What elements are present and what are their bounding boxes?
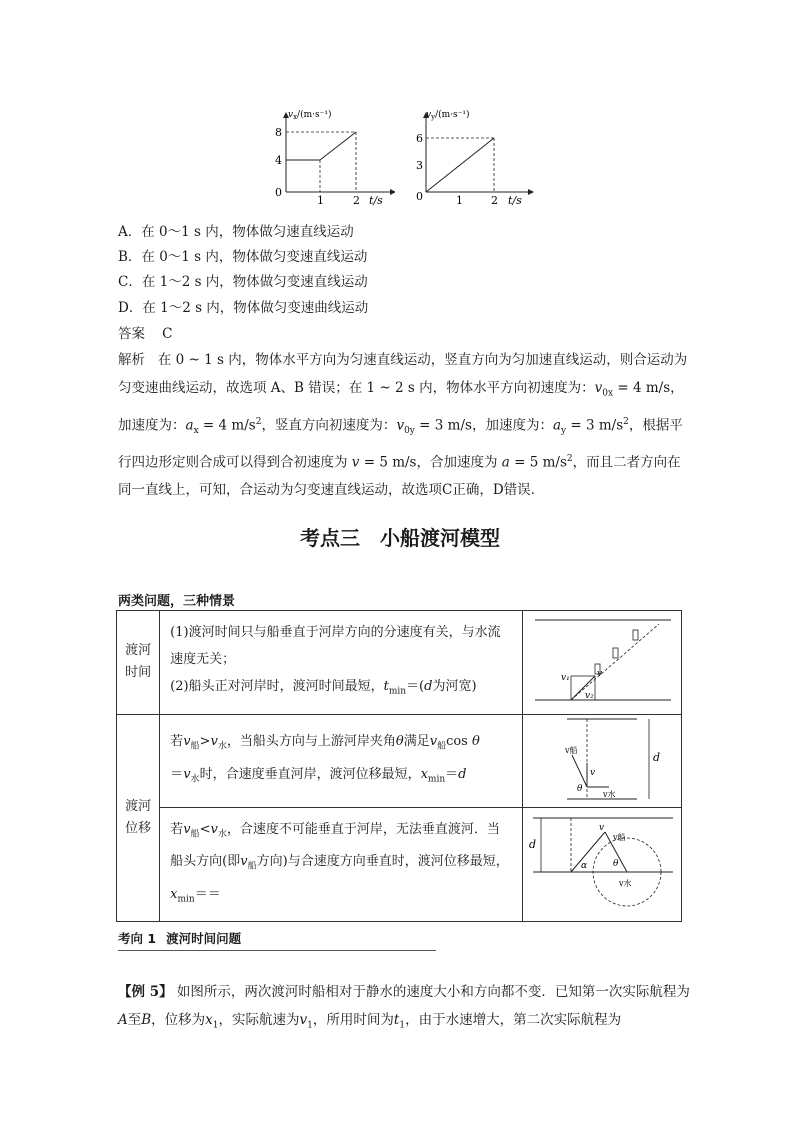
svg-text:v: v [599, 823, 605, 834]
vx-xtick-1: 1 [317, 194, 324, 207]
analysis-paragraph: 解析 在 0 ~ 1 s 内，物体水平方向为匀速直线运动，竖直方向为匀加速直线运动，则合运动为匀变速曲线运动，故选项 A、B 错误；在 1 ~ 2 s 内，物体水平方向初速度为：$v_{0x} = 4$ m/s，加速度为：$a_x = 4$ $m/s^2$，竖直方向初速度为：$v_{0y} = 3$ m/s，加速度为：$a_y = 3$ $m/s^2$，根据平行四边形定则合成可以得到合初速度为 v = 5 m/s，合加速度为 a = 5 $m/s^2$，而且二者方向在同一直线上，可知，合运动为匀变速直线运动，故选项C正确，D错误． [118, 352, 688, 499]
svg-text:v水: v水 [603, 789, 616, 799]
figure-displacement-2 [523, 807, 682, 922]
answer [118, 324, 173, 344]
svg-text:θ: θ [577, 783, 583, 794]
row-text-displacement-2: 若$v_船<v_水$，合速度不可能垂直于河岸，无法垂直渡河．当船头方向(即$v_船$方向)与合速度方向垂直时，渡河位移最短，$x_{min}==$ [160, 807, 523, 922]
vy-ytick-3: 3 [416, 159, 423, 172]
figure-time [523, 611, 682, 715]
svg-text:v船: v船 [613, 833, 626, 843]
vy-line [426, 138, 494, 192]
svg-text:d: d [529, 838, 537, 852]
row-label-time: 渡河 时间 [117, 611, 160, 715]
vx-ytick-8: 8 [275, 126, 282, 139]
svg-text:d: d [653, 750, 661, 764]
section-title: 考点三 小船渡河模型 [300, 526, 500, 550]
vx-ylabel: $v_x/(m\cdot s^{-1})$ [288, 110, 332, 121]
example-5: 【例 5】 如图所示，两次渡河时船相对于静水的速度大小和方向都不变．已知第一次实际航程为A至B，位移为$x_1$，实际航速为$v_1$，所用时间为$t_1$，由于水速增大，第二次实际航程为 [118, 984, 690, 1031]
svg-text:v船: v船 [565, 745, 578, 755]
vy-ylabel: $v_y/(m\cdot s^{-1})$ [426, 110, 470, 121]
option-c: C．在 1～2 s 内，物体做匀变速直线运动 [118, 274, 368, 290]
subhead: 两类问题，三种情景 [118, 594, 236, 609]
svg-text:v₂: v₂ [585, 691, 594, 702]
table-row [117, 714, 682, 807]
table-row [117, 807, 682, 922]
vx-xlabel: t/s [369, 194, 383, 207]
figure-displacement-1 [523, 714, 682, 807]
kaoxiang-label: 考向 1 [118, 931, 157, 946]
vx-t-graph [270, 108, 395, 208]
svg-text:θ: θ [613, 859, 619, 870]
river-crossing-table [116, 610, 682, 922]
vx-ytick-0: 0 [275, 186, 282, 199]
option-b: B．在 0～1 s 内，物体做匀变速直线运动 [118, 249, 368, 265]
vy-xlabel: t/s [508, 194, 522, 207]
svg-text:v: v [597, 669, 603, 680]
table-row [117, 611, 682, 715]
vy-xtick-2: 2 [491, 194, 498, 207]
kaoxiang-title: 渡河时间问题 [166, 931, 242, 946]
vy-xtick-1: 1 [456, 194, 463, 207]
row-text-time: (1)渡河时间只与船垂直于河岸方向的分速度有关，与水流速度无关； (2)船头正对河岸时，渡河时间最短，$t_{min}=(d$为河宽) [160, 611, 523, 715]
kaoxiang-header [118, 929, 436, 951]
vy-ytick-0: 0 [416, 190, 423, 203]
example-label: 【例 5】 [118, 984, 173, 1000]
svg-text:v₁: v₁ [561, 673, 570, 684]
vy-ytick-6: 6 [416, 132, 423, 145]
option-a: A．在 0～1 s 内，物体做匀速直线运动 [118, 224, 354, 240]
svg-text:v: v [590, 767, 596, 778]
vx-xtick-2: 2 [353, 194, 360, 207]
vx-segment-rising [320, 132, 356, 160]
vx-ytick-4: 4 [275, 154, 282, 167]
row-label-displacement: 渡河 位移 [117, 714, 160, 922]
analysis-label: 解析 [118, 352, 145, 368]
option-d: D．在 1～2 s 内，物体做匀变速曲线运动 [118, 300, 369, 316]
svg-text:α: α [581, 861, 588, 872]
answer-label: 答案 [118, 326, 145, 342]
svg-text:v水: v水 [619, 879, 632, 889]
row-text-displacement-1: 若$v_船>v_水$，当船头方向与上游河岸夹角θ满足$v_船\cos$ θ $=v_水$时，合速度垂直河岸，渡河位移最短，$x_{min}=d$ [160, 714, 523, 807]
vy-t-graph [412, 108, 537, 208]
answer-value: C [162, 326, 173, 342]
